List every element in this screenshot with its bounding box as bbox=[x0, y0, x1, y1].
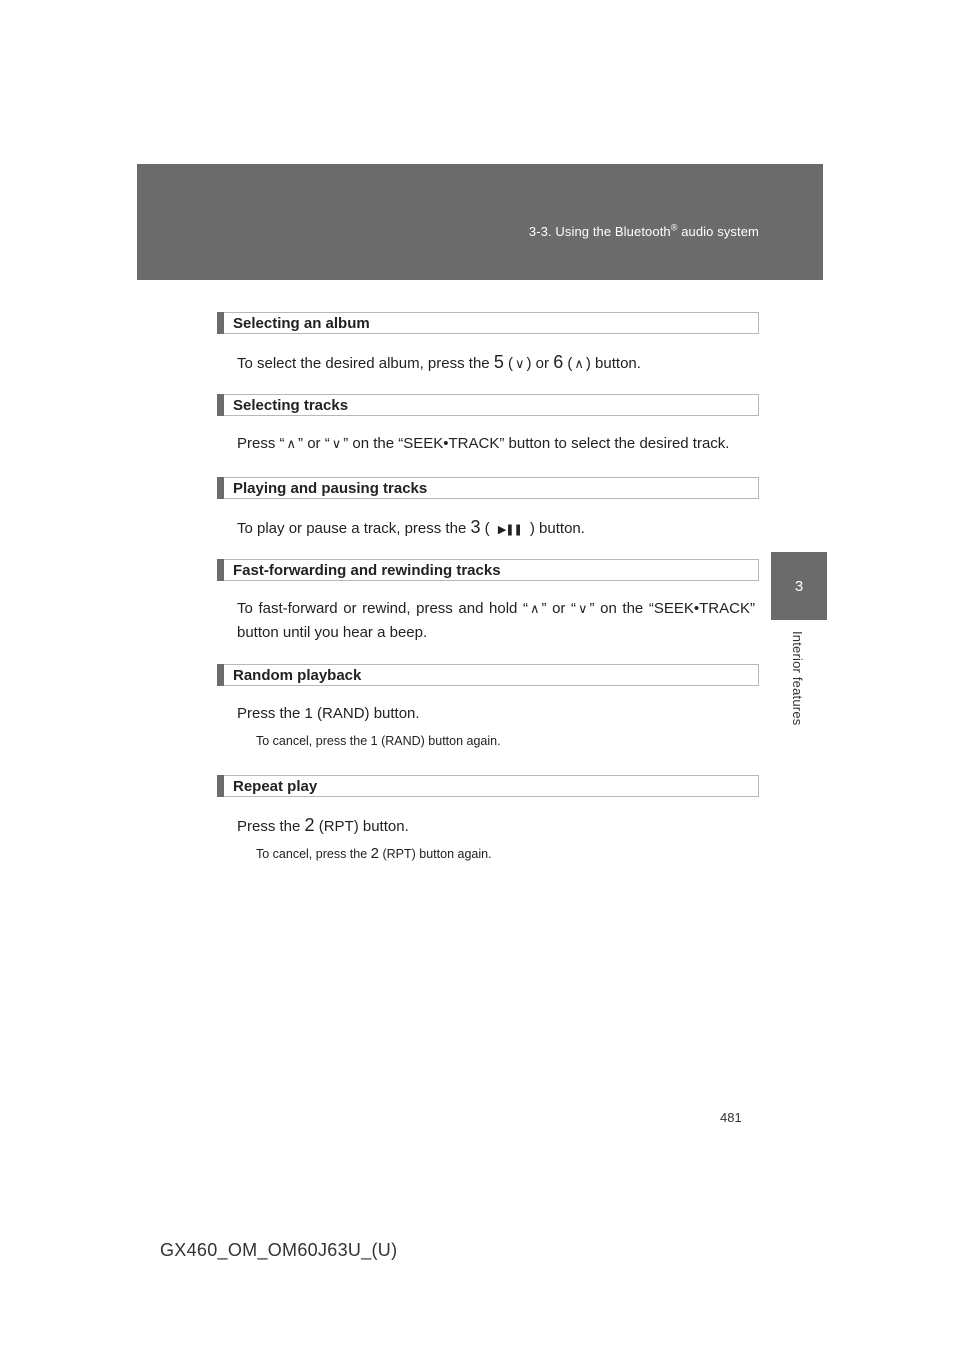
up-arrow-icon: ∧ bbox=[529, 601, 540, 616]
document-code: GX460_OM_OM60J63U_(U) bbox=[160, 1240, 398, 1260]
section-heading: Random playback bbox=[217, 664, 759, 686]
section-heading: Playing and pausing tracks bbox=[217, 477, 759, 499]
up-arrow-icon: ∧ bbox=[574, 356, 584, 371]
section-selecting-tracks bbox=[217, 394, 759, 477]
section-heading: Selecting tracks bbox=[217, 394, 759, 416]
page-number: 481 bbox=[720, 1110, 742, 1125]
registered-mark: ® bbox=[670, 222, 678, 233]
chapter-tab: 3 bbox=[771, 552, 827, 620]
section-selecting-album bbox=[217, 312, 759, 394]
play-pause-icon: ▶❚❚ bbox=[497, 524, 522, 536]
section-body: Press “ ∧ ” or “ ∨ ” on the “SEEK•TRACK” button to select the desired track. bbox=[237, 435, 730, 452]
section-repeat-play bbox=[217, 775, 759, 863]
section-body: To play or pause a track, press the 3 ( ▶❚❚ ) button. bbox=[237, 517, 585, 537]
section-body: Press the 2 (RPT) button. bbox=[237, 815, 409, 835]
header-band bbox=[137, 164, 823, 280]
section-title: 3-3. Using the Bluetooth® audio system bbox=[528, 222, 759, 239]
chapter-label: Interior features bbox=[790, 631, 805, 726]
section-play-pause bbox=[217, 477, 759, 559]
down-arrow-icon: ∨ bbox=[515, 356, 525, 371]
section-body: To fast-forward or rewind, press and hold “ ∧ ” or “ ∨ ” on the “SEEK•TRACK” button until you hear a beep. bbox=[237, 600, 755, 641]
section-note: To cancel, press the 2 (RPT) button again. bbox=[256, 845, 492, 862]
section-random-playback bbox=[217, 664, 759, 775]
section-heading: Selecting an album bbox=[217, 312, 759, 334]
section-body: Press the 1 (RAND) button. bbox=[237, 705, 420, 722]
page-content bbox=[217, 312, 759, 863]
section-body: To select the desired album, press the 5 ( ∨ ) or 6 ( ∧ ) button. bbox=[237, 352, 641, 372]
up-arrow-icon: ∧ bbox=[286, 436, 297, 451]
section-heading: Fast-forwarding and rewinding tracks bbox=[217, 559, 759, 581]
down-arrow-icon: ∨ bbox=[331, 436, 342, 451]
section-note: To cancel, press the 1 (RAND) button again. bbox=[256, 734, 501, 748]
section-fast-forward bbox=[217, 559, 759, 664]
down-arrow-icon: ∨ bbox=[578, 601, 588, 616]
section-heading: Repeat play bbox=[217, 775, 759, 797]
